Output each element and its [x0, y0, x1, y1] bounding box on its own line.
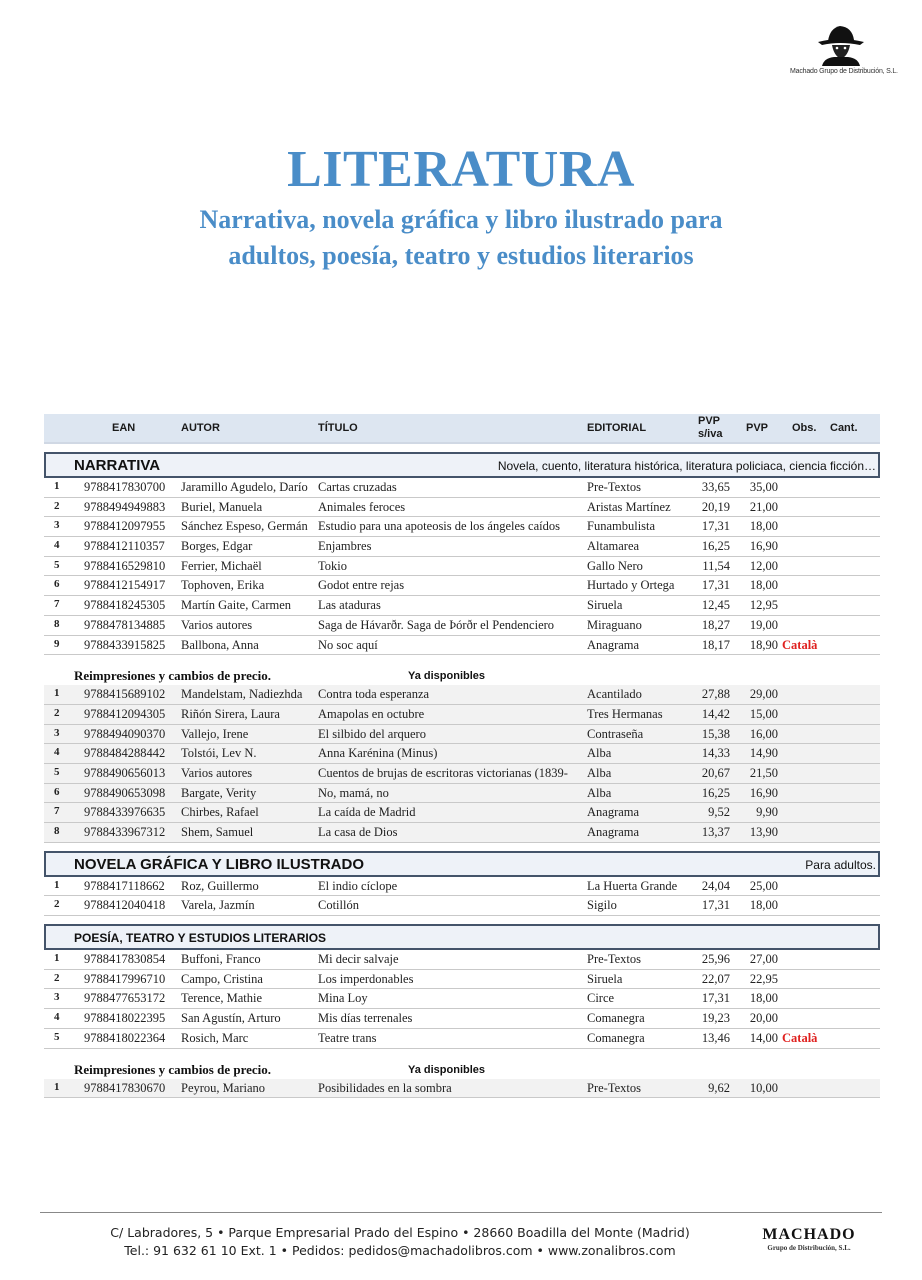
cell-ean: 9788416529810	[84, 558, 166, 573]
cell-titulo: Los imperdonables	[318, 971, 414, 986]
table-row	[44, 1079, 880, 1099]
cell-ean: 9788477653172	[84, 991, 166, 1006]
cell-p1: 15,38	[701, 726, 730, 741]
cell-p1: 17,31	[701, 578, 730, 593]
cell-p2: 18,00	[749, 991, 778, 1006]
cell-n: 2	[54, 898, 60, 911]
cell-titulo: Mina Loy	[318, 991, 368, 1006]
available-label: Ya disponibles	[408, 670, 486, 683]
section-title: NOVELA GRÁFICA Y LIBRO ILUSTRADO	[74, 855, 365, 873]
cell-p2: 29,00	[749, 687, 778, 702]
available-label: Ya disponibles	[408, 1063, 486, 1076]
cell-editorial: Siruela	[587, 598, 623, 613]
subtitle-line-1: Narrativa, novela gráfica y libro ilustrado para	[199, 205, 723, 234]
table-row	[44, 636, 880, 656]
cell-n: 7	[54, 598, 60, 611]
cell-n: 5	[54, 1030, 60, 1043]
cell-editorial: Sigilo	[587, 898, 617, 913]
cell-p2: 20,00	[749, 1011, 778, 1026]
cell-p2: 12,95	[749, 598, 778, 613]
cell-p2: 22,95	[749, 971, 778, 986]
cell-titulo: Godot entre rejas	[318, 578, 405, 593]
table-row	[44, 744, 880, 764]
col-autor: AUTOR	[181, 422, 220, 434]
cell-autor: Campo, Cristina	[181, 971, 263, 986]
table-row	[44, 616, 880, 636]
cell-p1: 20,67	[701, 765, 730, 780]
cell-ean: 9788484288442	[84, 746, 166, 761]
company-logo	[790, 22, 898, 75]
footer-brand	[748, 1226, 870, 1252]
cell-autor: Rosich, Marc	[181, 1030, 249, 1045]
table-row	[44, 576, 880, 596]
cell-p1: 14,33	[701, 746, 730, 761]
cell-titulo: La caída de Madrid	[318, 805, 416, 820]
cell-p2: 19,00	[749, 617, 778, 632]
section-header	[44, 851, 880, 877]
cell-titulo: Anna Karénina (Minus)	[318, 746, 438, 761]
cell-p2: 15,00	[749, 706, 778, 721]
cell-editorial: Miraguano	[587, 617, 642, 632]
cell-autor: Riñón Sirera, Laura	[181, 706, 280, 721]
cell-ean: 9788494949883	[84, 499, 166, 514]
cell-titulo: Contra toda esperanza	[318, 687, 430, 702]
cell-p2: 16,00	[749, 726, 778, 741]
cell-editorial: Hurtado y Ortega	[587, 578, 675, 593]
cell-ean: 9788417118662	[84, 878, 165, 893]
col-pvp-siva-line1: PVP	[698, 415, 721, 427]
cell-autor: Jaramillo Agudelo, Darío	[181, 480, 308, 494]
section-title: POESÍA, TEATRO Y ESTUDIOS LITERARIOS	[74, 931, 327, 946]
cell-editorial: Anagrama	[587, 805, 640, 820]
cell-autor: Tolstói, Lev N.	[181, 746, 257, 761]
cell-autor: Varios autores	[181, 765, 253, 780]
footer-brand-name: MACHADO	[762, 1226, 856, 1243]
cell-titulo: No soc aquí	[318, 637, 378, 652]
cell-p2: 16,90	[749, 785, 778, 800]
cell-autor: Tophoven, Erika	[181, 578, 265, 593]
cell-n: 7	[54, 805, 60, 818]
reprints-label: Reimpresiones y cambios de precio.	[74, 1061, 272, 1077]
cell-p1: 18,27	[701, 617, 730, 632]
cell-p2: 18,90	[749, 637, 778, 652]
page-title: LITERATURA	[287, 141, 635, 198]
cell-p1: 14,42	[701, 706, 730, 721]
footer-contact-line: Tel.: 91 632 61 10 Ext. 1 • Pedidos: pedidos@machadolibros.com • www.zonalibros.com	[124, 1243, 676, 1258]
cell-p2: 12,00	[749, 558, 778, 573]
cell-p2: 35,00	[749, 480, 778, 494]
col-cant: Cant.	[830, 422, 858, 434]
cell-p2: 13,90	[749, 825, 778, 839]
cell-titulo: El silbido del arquero	[318, 726, 426, 741]
table-row	[44, 970, 880, 990]
cell-autor: Bargate, Verity	[181, 785, 257, 800]
cell-autor: Peyrou, Mariano	[181, 1080, 266, 1095]
cell-ean: 9788490656013	[84, 765, 166, 780]
cell-autor: Varela, Jazmín	[181, 898, 255, 913]
cell-p1: 12,45	[701, 598, 730, 613]
cell-n: 3	[54, 991, 60, 1004]
table-row	[44, 803, 880, 823]
cell-titulo: Enjambres	[318, 539, 372, 554]
cell-ean: 9788412040418	[84, 898, 166, 913]
cell-autor: Terence, Mathie	[181, 991, 263, 1006]
cell-ean: 9788412094305	[84, 706, 166, 721]
cell-editorial: Tres Hermanas	[587, 706, 663, 721]
section-description: Para adultos.	[805, 857, 876, 872]
cell-autor: Ferrier, Michaël	[181, 558, 262, 573]
cell-autor: Buriel, Manuela	[181, 499, 263, 514]
table-header	[44, 414, 880, 444]
cell-p1: 9,52	[708, 805, 730, 820]
cell-editorial: Circe	[587, 991, 615, 1006]
cell-p1: 13,46	[701, 1030, 730, 1045]
cell-p2: 10,00	[749, 1080, 778, 1095]
cell-editorial: Comanegra	[587, 1030, 645, 1045]
cell-n: 4	[54, 539, 60, 552]
cell-titulo: Saga de Hávarðr. Saga de Þórðr el Pendenciero	[318, 617, 555, 632]
cell-titulo: No, mamá, no	[318, 785, 389, 800]
cell-autor: Ballbona, Anna	[181, 637, 259, 652]
cell-p1: 11,54	[702, 558, 730, 573]
cell-editorial: Anagrama	[587, 825, 640, 839]
table-row	[44, 517, 880, 537]
cell-autor: Varios autores	[181, 617, 253, 632]
section-description: Novela, cuento, literatura histórica, literatura policiaca, ciencia ficción…	[497, 459, 876, 473]
cell-p1: 13,37	[701, 825, 730, 839]
cell-autor: Roz, Guillermo	[181, 878, 259, 893]
col-pvp: PVP	[746, 422, 769, 434]
cell-editorial: Pre-Textos	[587, 480, 641, 494]
cell-editorial: Anagrama	[587, 637, 640, 652]
table-row	[44, 764, 880, 784]
cell-p1: 16,25	[701, 539, 730, 554]
cell-titulo: La casa de Dios	[318, 825, 398, 839]
cell-p2: 21,00	[749, 499, 778, 514]
cell-ean: 9788417830700	[84, 480, 166, 494]
cell-p2: 18,00	[749, 519, 778, 534]
cell-p1: 17,31	[701, 898, 730, 913]
table-row	[44, 557, 880, 577]
footer-address	[40, 1224, 760, 1260]
cell-ean: 9788418022364	[84, 1030, 166, 1045]
catalog-table	[44, 414, 880, 1098]
cell-titulo: Mi decir salvaje	[318, 952, 399, 967]
footer-brand-sub: Grupo de Distribución, S.L.	[767, 1244, 851, 1252]
cell-n: 3	[54, 519, 60, 532]
cell-p2: 14,00	[749, 1030, 778, 1045]
cell-obs: Català	[782, 1030, 818, 1045]
cell-ean: 9788412110357	[84, 539, 165, 554]
cell-ean: 9788417996710	[84, 971, 166, 986]
cell-titulo: Teatre trans	[318, 1030, 377, 1045]
table-row	[44, 823, 880, 843]
cell-ean: 9788417830854	[84, 952, 166, 967]
cell-ean: 9788478134885	[84, 617, 166, 632]
cell-p2: 14,90	[749, 746, 778, 761]
cell-p2: 25,00	[749, 878, 778, 893]
cell-autor: Martín Gaite, Carmen	[181, 598, 292, 613]
cell-p2: 16,90	[749, 539, 778, 554]
cell-n: 9	[54, 637, 60, 650]
table-row	[44, 950, 880, 970]
subtitle-line-2: adultos, poesía, teatro y estudios literarios	[228, 241, 694, 270]
cell-p1: 22,07	[701, 971, 730, 986]
cell-titulo: Posibilidades en la sombra	[318, 1080, 452, 1095]
cell-autor: Borges, Edgar	[181, 539, 253, 554]
table-row	[44, 725, 880, 745]
cell-autor: Sánchez Espeso, Germán	[181, 519, 308, 534]
cell-p1: 19,23	[701, 1011, 730, 1026]
table-row	[44, 1029, 880, 1049]
cell-p1: 17,31	[701, 991, 730, 1006]
cell-n: 1	[54, 687, 60, 700]
cell-p2: 27,00	[749, 952, 778, 967]
cell-titulo: El indio cíclope	[318, 878, 398, 893]
cell-autor: Buffoni, Franco	[181, 952, 261, 967]
cell-editorial: Acantilado	[587, 687, 642, 702]
cell-n: 1	[54, 480, 60, 492]
col-pvp-siva	[698, 415, 722, 441]
table-row	[44, 705, 880, 725]
cell-autor: Shem, Samuel	[181, 825, 254, 839]
cell-ean: 9788433915825	[84, 637, 166, 652]
table-row	[44, 478, 880, 498]
cell-editorial: Alba	[587, 746, 612, 761]
cell-n: 2	[54, 706, 60, 719]
cell-ean: 9788418022395	[84, 1011, 166, 1026]
footer-divider	[40, 1212, 882, 1213]
col-editorial: EDITORIAL	[587, 422, 647, 434]
cell-n: 2	[54, 499, 60, 512]
cell-p1: 18,17	[701, 637, 730, 652]
cell-autor: Chirbes, Rafael	[181, 805, 259, 820]
cell-n: 6	[54, 785, 60, 798]
cell-p1: 33,65	[701, 480, 730, 494]
table-body	[44, 452, 880, 1098]
cell-n: 5	[54, 765, 60, 778]
cell-n: 3	[54, 726, 60, 739]
table-row	[44, 989, 880, 1009]
cell-obs: Català	[782, 637, 818, 652]
cell-titulo: Tokio	[318, 558, 347, 573]
cell-titulo: Cuentos de brujas de escritoras victorianas (1839-	[318, 765, 568, 780]
cell-editorial: Altamarea	[587, 539, 640, 554]
cell-autor: Mandelstam, Nadiezhda	[181, 687, 303, 702]
cell-n: 6	[54, 578, 60, 591]
cell-autor: San Agustín, Arturo	[181, 1011, 281, 1026]
cell-p1: 27,88	[701, 687, 730, 702]
reprints-header	[44, 1055, 880, 1079]
cell-editorial: Alba	[587, 765, 612, 780]
cell-titulo: Mis días terrenales	[318, 1011, 413, 1026]
cell-editorial: Comanegra	[587, 1011, 645, 1026]
cell-editorial: Contraseña	[587, 726, 644, 741]
cell-titulo: Estudio para una apoteosis de los ángeles caídos	[318, 519, 560, 534]
cell-ean: 9788412097955	[84, 519, 166, 534]
cell-ean: 9788494090370	[84, 726, 166, 741]
cell-p2: 18,00	[749, 898, 778, 913]
cell-n: 4	[54, 1011, 60, 1024]
table-row	[44, 596, 880, 616]
cell-p1: 17,31	[701, 519, 730, 534]
cell-titulo: Cotillón	[318, 898, 359, 913]
col-ean: EAN	[112, 422, 136, 434]
cell-titulo: Cartas cruzadas	[318, 480, 397, 494]
cell-ean: 9788412154917	[84, 578, 166, 593]
cell-editorial: Pre-Textos	[587, 1080, 641, 1095]
cell-n: 8	[54, 825, 60, 837]
cell-ean: 9788415689102	[84, 687, 166, 702]
table-row	[44, 685, 880, 705]
table-row	[44, 498, 880, 518]
cell-p2: 9,90	[756, 805, 778, 820]
cell-n: 2	[54, 971, 60, 984]
logo-caption: Machado Grupo de Distribución, S.L.	[790, 68, 898, 75]
cell-ean: 9788417830670	[84, 1080, 166, 1095]
cell-n: 4	[54, 746, 60, 759]
cell-p2: 21,50	[749, 765, 778, 780]
cell-editorial: Aristas Martínez	[587, 499, 671, 514]
cell-p1: 24,04	[701, 878, 730, 893]
page-subtitle	[0, 202, 922, 274]
cell-p1: 20,19	[701, 499, 730, 514]
cell-titulo: Amapolas en octubre	[318, 706, 425, 721]
hat-man-logo-icon	[810, 22, 870, 66]
cell-autor: Vallejo, Irene	[181, 726, 249, 741]
cell-titulo: Las ataduras	[318, 598, 381, 613]
table-row	[44, 537, 880, 557]
table-row	[44, 1009, 880, 1029]
cell-n: 5	[54, 558, 60, 571]
cell-editorial: Alba	[587, 785, 612, 800]
cell-editorial: Pre-Textos	[587, 952, 641, 967]
cell-ean: 9788490653098	[84, 785, 166, 800]
cell-p1: 16,25	[701, 785, 730, 800]
cell-editorial: Funambulista	[587, 519, 656, 534]
cell-ean: 9788433967312	[84, 825, 166, 839]
cell-editorial: La Huerta Grande	[587, 878, 678, 893]
cell-p1: 25,96	[701, 952, 730, 967]
footer-address-line: C/ Labradores, 5 • Parque Empresarial Prado del Espino • 28660 Boadilla del Monte (Madrid)	[110, 1225, 690, 1240]
section-header	[44, 924, 880, 950]
cell-ean: 9788418245305	[84, 598, 166, 613]
cell-ean: 9788433976635	[84, 805, 166, 820]
cell-n: 1	[54, 878, 60, 891]
cell-n: 1	[54, 1080, 60, 1093]
cell-editorial: Gallo Nero	[587, 558, 643, 573]
cell-p2: 18,00	[749, 578, 778, 593]
col-obs: Obs.	[792, 422, 817, 434]
section-title: NARRATIVA	[74, 457, 161, 474]
cell-p1: 9,62	[708, 1080, 730, 1095]
cell-n: 1	[54, 952, 60, 965]
reprints-label: Reimpresiones y cambios de precio.	[74, 668, 272, 684]
table-row	[44, 877, 880, 897]
cell-editorial: Siruela	[587, 971, 623, 986]
section-header	[44, 452, 880, 478]
cell-titulo: Animales feroces	[318, 499, 406, 514]
col-titulo: TÍTULO	[318, 422, 358, 434]
cell-n: 8	[54, 617, 60, 630]
table-row	[44, 784, 880, 804]
col-pvp-siva-line2: s/iva	[698, 428, 723, 440]
table-row	[44, 896, 880, 916]
reprints-header	[44, 661, 880, 685]
